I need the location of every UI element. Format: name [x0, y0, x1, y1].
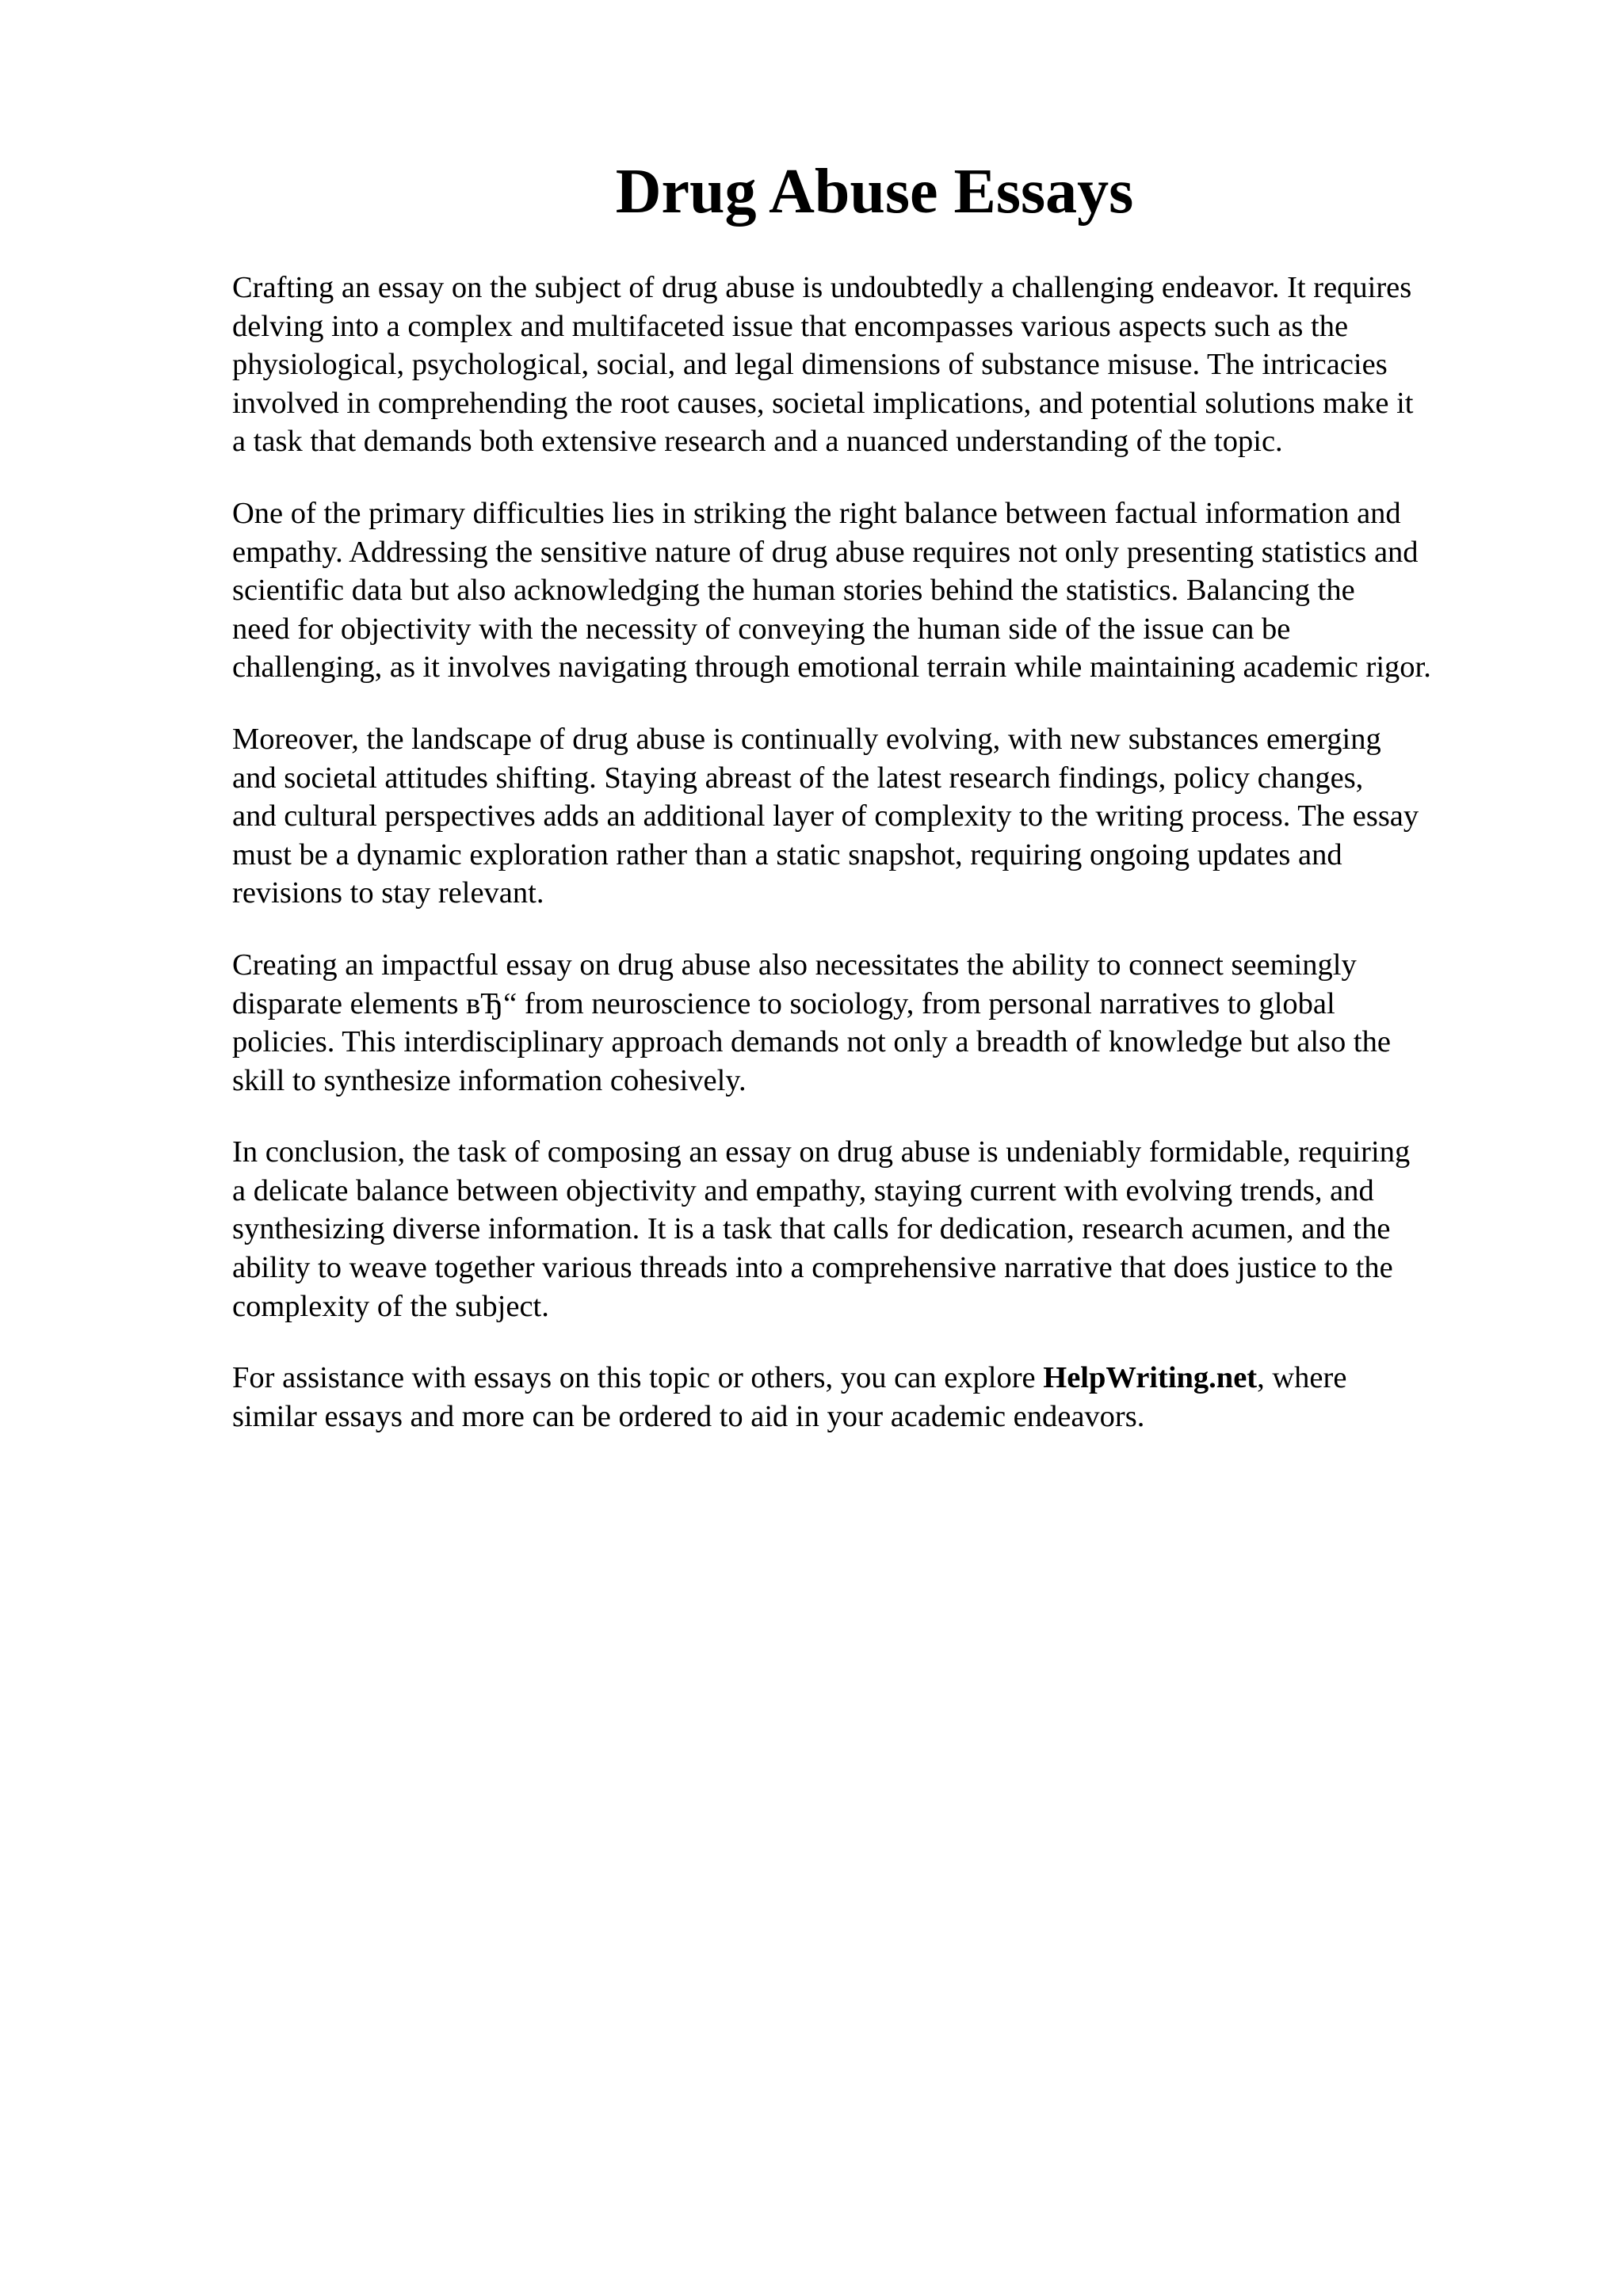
text-line: need for objectivity with the necessity of conveying the human side of the issue can be [232, 612, 1291, 646]
text-line: Moreover, the landscape of drug abuse is continually evolving, with new substances emerging [232, 722, 1381, 756]
text-line: a task that demands both extensive research and a nuanced understanding of the topic. [232, 425, 1283, 459]
text-line: Crafting an essay on the subject of drug abuse is undoubtedly a challenging endeavor. It requires [232, 271, 1412, 304]
text-line: scientific data but also acknowledging the human stories behind the statistics. Balancing the [232, 574, 1355, 608]
closing-text-before-link: For assistance with essays on this topic or others, you can explore [232, 1361, 1044, 1395]
paragraph-1 [232, 269, 1548, 461]
text-line: and cultural perspectives adds an additional layer of complexity to the writing process. The essay [232, 799, 1419, 833]
closing-text-after-link: , where [1257, 1361, 1347, 1395]
text-line: must be a dynamic exploration rather than a static snapshot, requiring ongoing updates and [232, 837, 1342, 871]
text-line: policies. This interdisciplinary approach demands not only a breadth of knowledge but also the [232, 1025, 1391, 1059]
text-line: empathy. Addressing the sensitive nature of drug abuse requires not only presenting statistics and [232, 535, 1419, 569]
paragraph-5 [232, 1133, 1548, 1325]
text-line: challenging, as it involves navigating through emotional terrain while maintaining academic rigor. [232, 650, 1431, 685]
text-line [232, 1359, 1548, 1398]
text-line: complexity of the subject. [232, 1289, 549, 1323]
text-line: and societal attitudes shifting. Staying abreast of the latest research findings, policy changes, [232, 761, 1364, 795]
document-body [232, 269, 1548, 1469]
text-line: Creating an impactful essay on drug abuse also necessitates the ability to connect seemingly [232, 948, 1357, 982]
text-line: disparate elements вЂ“ from neuroscience to sociology, from personal narratives to global [232, 986, 1335, 1020]
text-line: In conclusion, the task of composing an essay on drug abuse is undeniably formidable, requiring [232, 1135, 1411, 1169]
text-line: physiological, psychological, social, and legal dimensions of substance misuse. The intricacies [232, 348, 1388, 382]
closing-paragraph [232, 1359, 1548, 1436]
text-line: skill to synthesize information cohesively. [232, 1063, 747, 1097]
text-line: involved in comprehending the root causes, societal implications, and potential solutions make it [232, 386, 1414, 420]
text-line: similar essays and more can be ordered to aid in your academic endeavors. [232, 1399, 1145, 1433]
document-title: Drug Abuse Essays [615, 157, 1134, 227]
text-line: revisions to stay relevant. [232, 876, 544, 910]
paragraph-4 [232, 946, 1548, 1100]
text-line: delving into a complex and multifaceted issue that encompasses various aspects such as the [232, 309, 1349, 343]
text-line: synthesizing diverse information. It is a task that calls for dedication, research acumen, and the [232, 1212, 1391, 1246]
paragraph-3 [232, 720, 1548, 913]
helpwriting-link[interactable]: HelpWriting.net [1043, 1361, 1258, 1395]
text-line: a delicate balance between objectivity and empathy, staying current with evolving trends, and [232, 1173, 1374, 1207]
paragraph-2 [232, 494, 1548, 687]
text-line: ability to weave together various threads into a comprehensive narrative that does justice to the [232, 1251, 1393, 1285]
text-line: One of the primary difficulties lies in striking the right balance between factual information and [232, 496, 1401, 530]
